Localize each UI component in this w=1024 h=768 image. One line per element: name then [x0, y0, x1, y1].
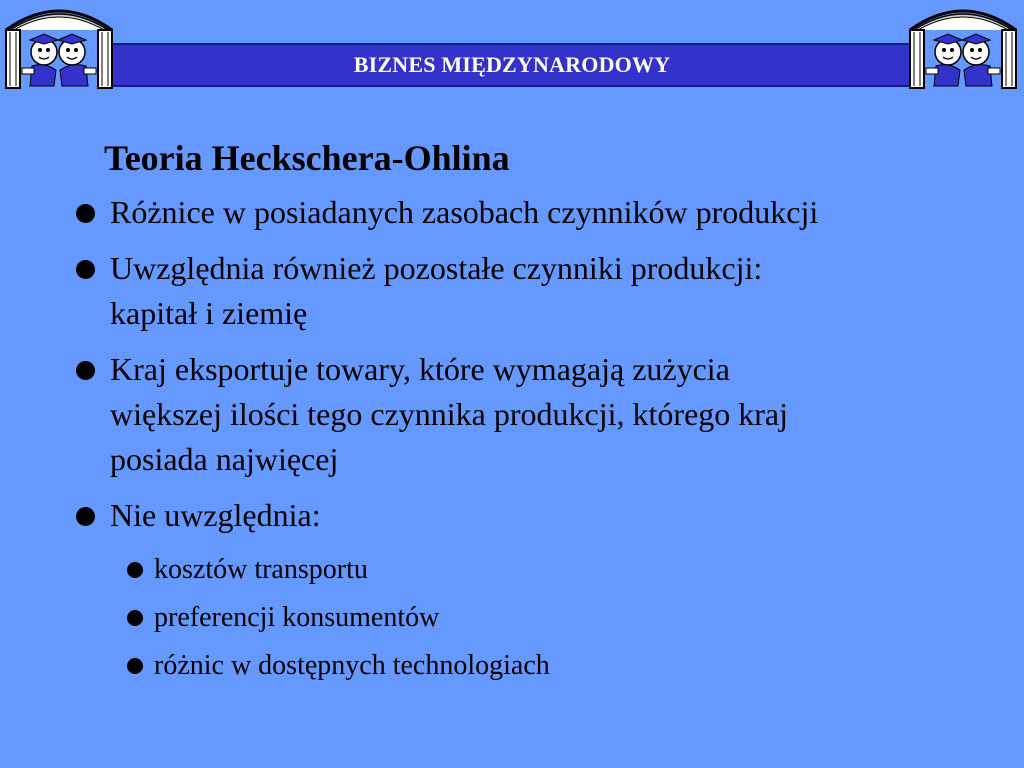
bullet-dot-icon	[127, 562, 143, 578]
bullet-dot-icon	[76, 361, 95, 380]
sub-bullet-list	[125, 552, 925, 696]
sub-bullet-item	[125, 648, 925, 684]
bullet-dot-icon	[76, 260, 95, 279]
bullet-item	[70, 493, 990, 538]
sub-bullet-text: kosztów transportu	[154, 554, 368, 585]
bullet-dot-icon	[127, 658, 143, 674]
bullet-dot-icon	[127, 610, 143, 626]
bullet-line: Uwzględnia również pozostałe czynniki produkcji:	[110, 250, 763, 286]
bullet-dot-icon	[76, 204, 95, 223]
sub-bullet-text: preferencji konsumentów	[154, 602, 440, 633]
bullet-line: Różnice w posiadanych zasobach czynników produkcji	[110, 194, 819, 230]
graduates-under-arch-logo	[0, 0, 118, 90]
bullet-item	[70, 246, 990, 336]
sub-bullet-text: różnic w dostępnych technologiach	[154, 650, 550, 681]
bullet-list	[70, 190, 990, 549]
bullet-line: Nie uwzględnia:	[110, 497, 321, 533]
bullet-line: Kraj eksportuje towary, które wymagają zużycia	[110, 351, 730, 387]
header-title: BIZNES MIĘDZYNARODOWY	[353, 52, 671, 77]
bullet-item	[70, 190, 990, 235]
slide-title: Teoria Heckschera-Ohlina	[104, 138, 510, 178]
sub-bullet-item	[125, 600, 925, 636]
bullet-line: większej ilości tego czynnika produkcji, którego kraj	[110, 396, 789, 432]
bullet-line: kapitał i ziemię	[110, 295, 308, 331]
graduates-under-arch-logo	[904, 0, 1022, 90]
bullet-line: posiada najwięcej	[110, 441, 339, 477]
bullet-dot-icon	[76, 507, 95, 526]
bullet-item	[70, 347, 990, 482]
sub-bullet-item	[125, 552, 925, 588]
